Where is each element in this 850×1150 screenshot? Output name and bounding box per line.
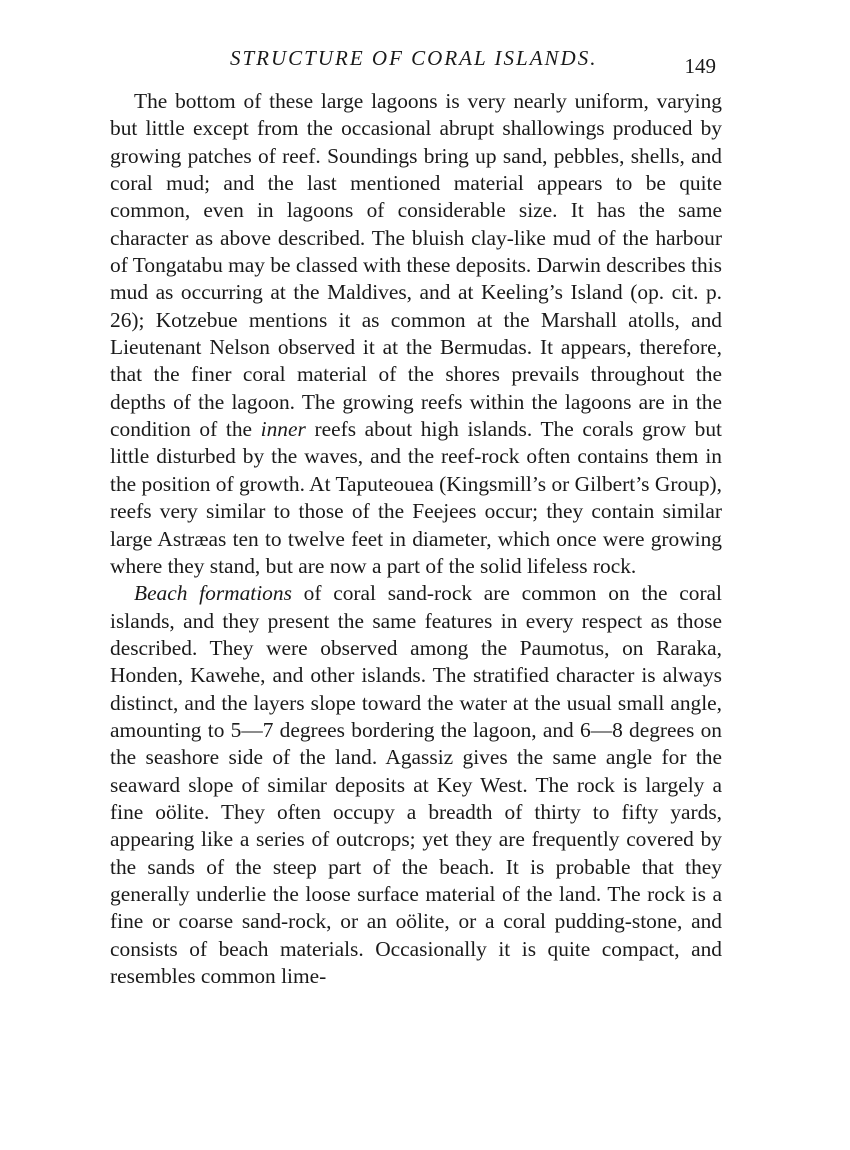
paragraph-lagoons-text-continued: reefs about high islands. The corals grow but little disturbed by the waves, and the reef-rock often contains them in the position of growth. At Taputeouea (Kingsmill’s or Gilbert’s Group), reefs very similar to those of the Feejees occur; they contain similar large Astræas ten to twelve feet in diameter, which once were growing where they stand, but are now a part of the solid lifeless rock. <box>110 417 722 578</box>
page-number: 149 <box>684 54 716 78</box>
emphasis-inner: inner <box>260 417 306 442</box>
paragraph-beach-formations <box>110 580 722 990</box>
running-title: STRUCTURE OF CORAL ISLANDS. <box>230 46 598 70</box>
paragraph-lagoons-text: The bottom of these large lagoons is very nearly uniform, varying but little except from the occasional abrupt shallowings produced by growing patches of reef. Soundings bring up sand, pebbles, shells, and coral mud; and the last mentioned material appears to be quite common, even in lagoons of considerable size. It has the same character as above described. The bluish clay-like mud of the harbour of Tongatabu may be classed with these deposits. Darwin describes this mud as occurring at the Maldives, and at Keeling’s Island (op. cit. p. 26); Kotzebue mentions it as common at the Marshall atolls, and Lieutenant Nelson observed it at the Bermudas. It appears, therefore, that the finer coral material of the shores prevails throughout the depths of the lagoon. The growing reefs within the lagoons are in the condition of the <box>110 89 722 442</box>
emphasis-beach-formations: Beach formations <box>134 581 292 606</box>
running-head <box>110 44 720 80</box>
paragraph-beach-formations-text: of coral sand-rock are common on the coral islands, and they present the same features in every respect as those described. They were observed among the Paumotus, on Raraka, Honden, Kawehe, and other islands. The stratified character is always distinct, and the layers slope toward the water at the usual small angle, amounting to 5—7 degrees bordering the lagoon, and 6—8 degrees on the seashore side of the land. Agassiz gives the same angle for the seaward slope of similar deposits at Key West. The rock is largely a fine oölite. They often occupy a breadth of thirty to fifty yards, appearing like a series of outcrops; yet they are frequently covered by the sands of the steep part of the beach. It is probable that they generally underlie the loose surface material of the land. The rock is a fine or coarse sand-rock, or an oölite, or a coral pudding-stone, and consists of beach materials. Occasionally it is quite compact, and resembles common lime- <box>110 581 722 988</box>
body-text <box>110 88 722 990</box>
paragraph-lagoons <box>110 88 722 580</box>
